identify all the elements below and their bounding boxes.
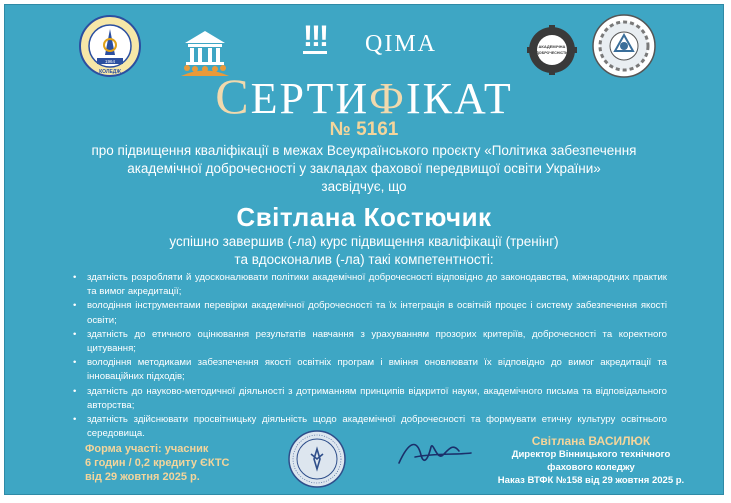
participation-form: Форма участі: учасник [85,443,209,455]
order-info: Наказ ВТФК №158 від 29 жовтня 2025 р. [497,475,685,486]
svg-text:1964: 1964 [104,59,116,64]
recipient-name: Світлана Костючик [236,202,492,232]
svg-text:ДОБРОЧЕСНІСТЬ: ДОБРОЧЕСНІСТЬ [536,51,568,55]
intro-line-2: академічної доброчесності у закладах фахової передвищої освіти України» [127,161,601,176]
signature-icon [395,433,475,473]
director-position-1: Директор Вінницького технічного [511,449,671,460]
official-seal-icon [287,429,347,489]
director-name: Світлана ВАСИЛЮК [531,434,651,448]
participation-date: від 29 жовтня 2025 р. [85,471,200,483]
competency-item: • здатність розробляти й удосконалювати політики академічної доброчесності відповідно до законодавства, міжнародних практик та вимог акредитації; [73,272,667,298]
intro-line-3: засвідчує, що [321,179,407,194]
competency-item: • здатність здійснювати просвітницьку діяльність щодо академічної доброчесності та формувати етичну культуру освітнього середовища. [73,414,667,440]
director-info [491,435,691,487]
participation-info [85,442,230,484]
competency-item: • володіння інструментами перевірки академічної доброчесності та їх інтеграція в освітній процес і систему забезпечення якості освіти; [73,300,667,326]
brand-mark-icon: !!! [303,20,327,53]
certificate [4,4,724,495]
competency-item: • володіння методиками забезпечення якості освітніх програм і вміння оновлювати їх відповідно до вимог акредитації та інноваційних підходів; [73,357,667,383]
intro-line-1: про підвищення кваліфікації в межах Всеукраїнського проєкту «Політика забезпечення [91,143,637,158]
completed-line-2: та вдосконалив (-ла) такі компетентності: [234,252,494,267]
participation-hours: 6 годин / 0,2 кредиту ЄКТС [85,457,230,469]
competencies-list [67,271,667,441]
competency-item: • здатність до науково-методичної діяльності з дотриманням принципів відкритої науки, академічного письма та відповідального авторства; [73,385,667,411]
svg-text:АКАДЕМІЧНА: АКАДЕМІЧНА [538,44,566,49]
certificate-number: № 5161 [329,119,399,140]
competency-item: • здатність до етичного оцінювання результатів навчання з урахуванням прозорих критеріїв, доброчесності та коректного цитування; [73,328,667,355]
certificate-title: СЕРТИФІКАТ [215,68,513,124]
svg-text:КОЛЕДЖ: КОЛЕДЖ [99,69,121,75]
qima-logo: QIMA [365,31,437,57]
completed-line-1: успішно завершив (-ла) курс підвищення кваліфікації (тренінг) [169,234,559,249]
director-position-2: фахового коледжу [547,462,635,473]
